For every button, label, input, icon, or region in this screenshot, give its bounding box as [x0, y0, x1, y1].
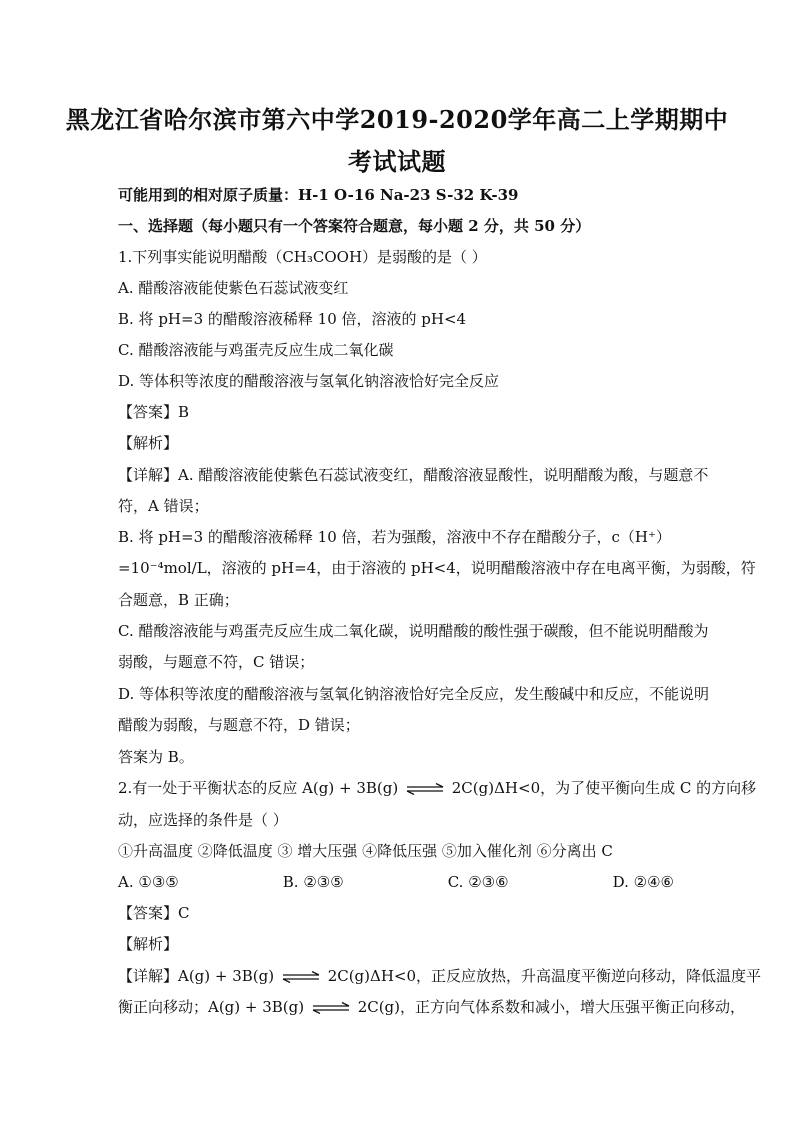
section-heading: 一、选择题（每小题只有一个答案符合题意，每小题 2 分，共 50 分）: [118, 217, 591, 235]
q2-option-d: D. ②④⑥: [612, 873, 674, 891]
q1-detail-line: 弱酸，与题意不符，C 错误；: [118, 653, 315, 671]
q1-detail-line: 【详解】A. 醋酸溶液能使紫色石蕊试液变红，醋酸溶液显酸性，说明醋酸为酸，与题意不: [118, 466, 709, 484]
atomic-masses: 可能用到的相对原子质量：H-1 O-16 Na-23 S-32 K-39: [118, 186, 519, 204]
q2-analysis-label: 【解析】: [118, 935, 179, 953]
q2-detail-line-1: [118, 966, 761, 986]
q2-stem-line-1: [118, 778, 756, 798]
q2-stem-post: 2C(g)ΔH<0，为了使平衡向生成 C 的方向移: [451, 779, 757, 797]
q2-option-b: B. ②③⑤: [282, 873, 344, 891]
q2-detail1-pre: 【详解】A(g) + 3B(g): [118, 967, 275, 985]
q1-detail-line: =10⁻⁴mol/L，溶液的 pH=4，由于溶液的 pH<4，说明醋酸溶液中存在电离平衡，为弱酸，符: [118, 559, 756, 577]
q1-option-b: B. 将 pH=3 的醋酸溶液稀释 10 倍，溶液的 pH<4: [118, 310, 467, 328]
q1-detail-line: D. 等体积等浓度的醋酸溶液与氢氧化钠溶液恰好完全反应，发生酸碱中和反应，不能说明: [118, 685, 710, 703]
q2-detail2-post: 2C(g)，正方向气体系数和减小，增大压强平衡正向移动，: [357, 998, 746, 1016]
q2-detail-line-2: [118, 997, 745, 1017]
q1-analysis-label: 【解析】: [118, 434, 179, 452]
q1-detail-line: B. 将 pH=3 的醋酸溶液稀释 10 倍，若为强酸，溶液中不存在醋酸分子，c（H⁺）: [118, 528, 671, 546]
q1-detail-line: C. 醋酸溶液能与鸡蛋壳反应生成二氧化碳，说明醋酸的酸性强于碳酸，但不能说明醋酸为: [118, 622, 709, 640]
q1-option-a: A. 醋酸溶液能使紫色石蕊试液变红: [118, 279, 349, 297]
q2-options-row: [118, 872, 674, 892]
q2-detail2-pre: 衡正向移动；A(g) + 3B(g): [118, 998, 305, 1016]
q2-answer: 【答案】C: [118, 904, 190, 922]
q2-option-c: C. ②③⑥: [447, 873, 509, 891]
q1-detail-line: 合题意，B 正确；: [118, 591, 239, 609]
title-line-2: 考试试题: [348, 147, 446, 176]
equilibrium-arrow-icon: [405, 783, 445, 795]
q2-stem-line-2: 动，应选择的条件是（ ）: [118, 811, 288, 829]
q1-answer: 【答案】B: [118, 403, 190, 421]
q1-detail-line: 符，A 错误；: [118, 497, 209, 515]
equilibrium-arrow-icon: [311, 1002, 351, 1014]
q2-stem-pre: 2.有一处于平衡状态的反应 A(g) + 3B(g): [118, 779, 399, 797]
q1-stem: 1.下列事实能说明醋酸（CH₃COOH）是弱酸的是（ ）: [118, 248, 487, 266]
q1-option-d: D. 等体积等浓度的醋酸溶液与氢氧化钠溶液恰好完全反应: [118, 372, 500, 390]
q1-conclusion: 答案为 B。: [118, 748, 194, 766]
q2-conditions: ①升高温度 ②降低温度 ③ 增大压强 ④降低压强 ⑤加入催化剂 ⑥分离出 C: [118, 842, 613, 860]
q1-option-c: C. 醋酸溶液能与鸡蛋壳反应生成二氧化碳: [118, 341, 394, 359]
q2-option-a: A. ①③⑤: [118, 873, 179, 891]
q2-detail1-post: 2C(g)ΔH<0，正反应放热，升高温度平衡逆向移动，降低温度平: [327, 967, 762, 985]
q1-detail-line: 醋酸为弱酸，与题意不符，D 错误；: [118, 716, 360, 734]
equilibrium-arrow-icon: [281, 971, 321, 983]
title-line-1: 黑龙江省哈尔滨市第六中学2019-2020学年高二上学期期中: [65, 105, 729, 134]
